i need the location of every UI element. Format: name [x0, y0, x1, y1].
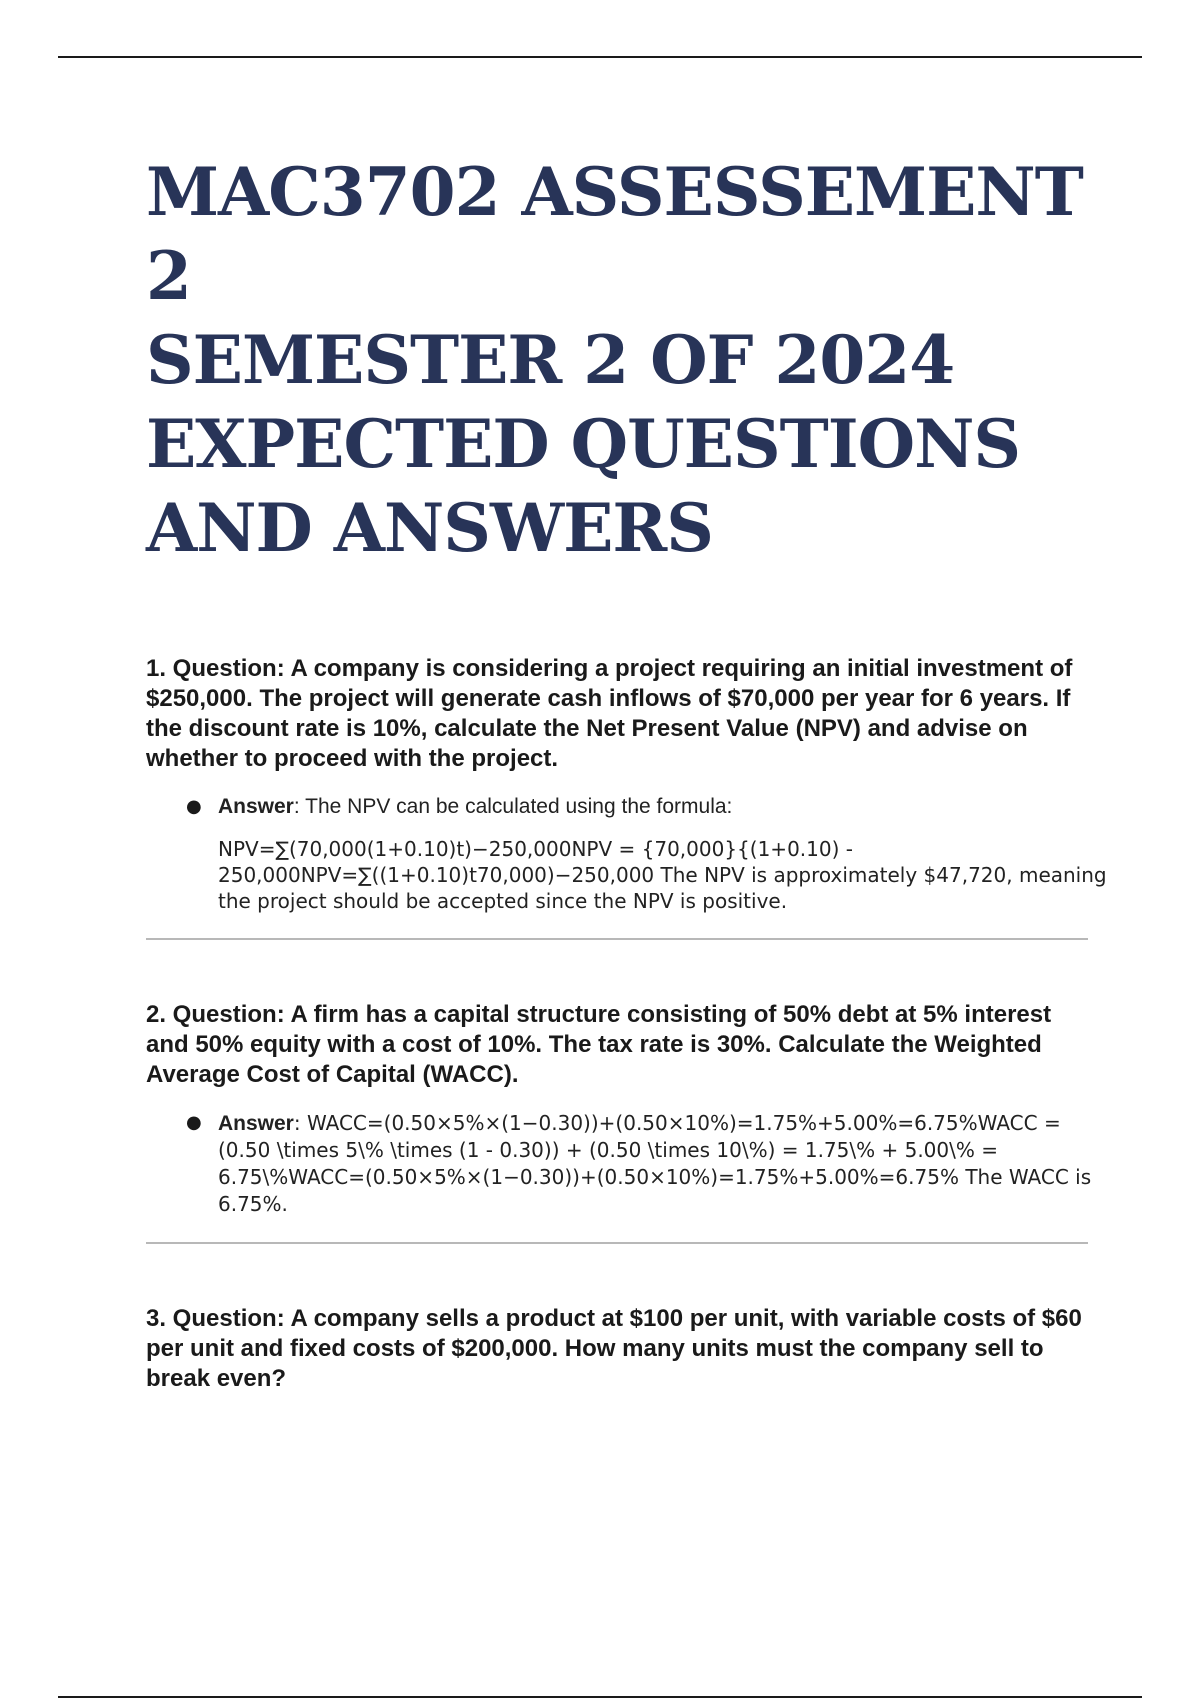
document-title	[146, 150, 1096, 570]
header-rule	[58, 56, 1142, 58]
answer-1	[186, 794, 1118, 914]
answer-2	[186, 1110, 1118, 1218]
bullet-icon: ●	[186, 1112, 202, 1133]
answer-1-text: : The NPV can be calculated using the formula:	[293, 795, 733, 818]
answer-1-formula: NPV=∑(70,000(1+0.10)t)−250,000NPV = {70,000}{(1+0.10) - 250,000NPV=∑((1+0.10)t70,000)−250,000 The NPV is approximately $47,720, meaning the project should be accepted since the NPV is positive.	[218, 837, 1107, 913]
title-line-1: MAC3702 ASSESSEMENT 2	[146, 153, 1083, 315]
title-line-4: AND ANSWERS	[146, 489, 713, 567]
title-line-3: EXPECTED QUESTIONS	[146, 405, 1021, 483]
footer-rule	[58, 1696, 1142, 1698]
answer-label: Answer	[218, 795, 294, 818]
title-line-2: SEMESTER 2 OF 2024	[146, 321, 955, 399]
questions-list	[146, 654, 1107, 1394]
section-divider	[146, 1242, 1088, 1244]
title-section	[146, 150, 1096, 570]
question-1: 1. Question: A company is considering a project requiring an initial investment of $250,000. The project will generate cash inflows of $70,000 per year for 6 years. If the discount rate is 10%, calculate the Net Present Value (NPV) and advise on whether to proceed with the project.	[146, 655, 1073, 772]
answer-1-line	[218, 794, 1118, 820]
answer-2-text: : WACC=(0.50×5%×(1−0.30))+(0.50×10%)=1.75%+5.00%=6.75%WACC = (0.50 \times 5\% \times (1 - 0.30)) + (0.50 \times 10\%) = 1.75\% + 5.00\% = 6.75\%WACC=(0.50×5%×(1−0.30))+(0.50×10%)=1.75%+5.00%=6.75% The WACC is 6.75%.	[218, 1111, 1092, 1216]
question-3: 3. Question: A company sells a product at $100 per unit, with variable costs of $60 per unit and fixed costs of $200,000. How many units must the company sell to break even?	[146, 1305, 1082, 1392]
answer-label: Answer	[218, 1112, 294, 1135]
answer-2-line	[218, 1110, 1118, 1218]
question-2: 2. Question: A firm has a capital structure consisting of 50% debt at 5% interest and 50% equity with a cost of 10%. The tax rate is 30%. Calculate the Weighted Average Cost of Capital (WACC).	[146, 1001, 1052, 1088]
bullet-icon: ●	[186, 796, 202, 817]
section-divider	[146, 938, 1088, 940]
